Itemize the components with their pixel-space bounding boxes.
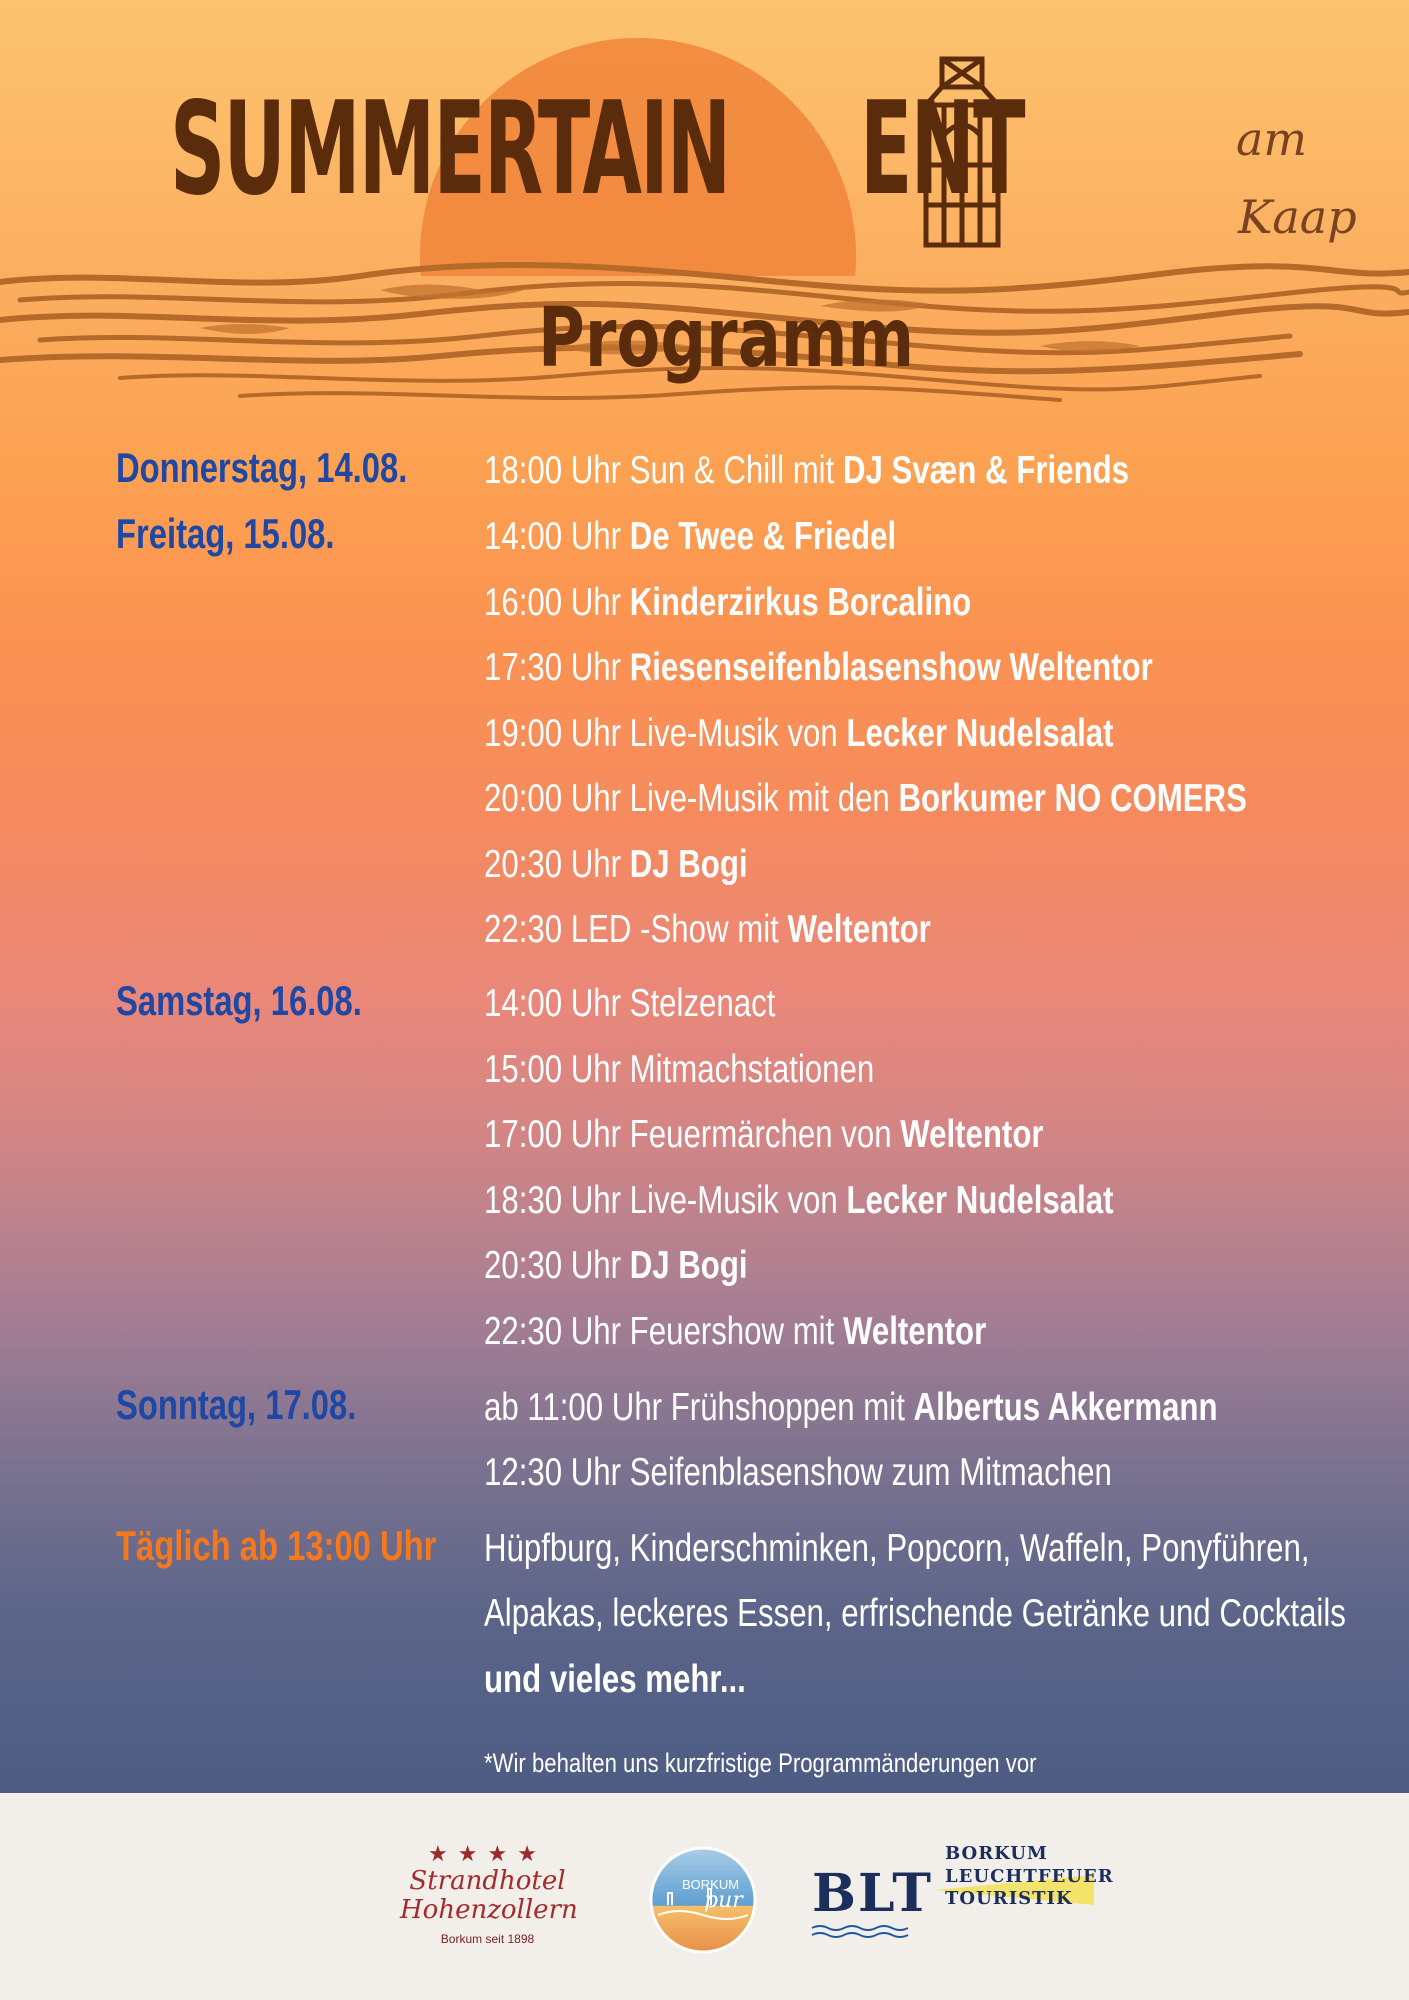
day-thursday: Donnerstag, 14.08.: [116, 444, 408, 491]
hotel-name-line2: Hohenzollern: [400, 1894, 578, 1925]
hotel-tagline: Borkum seit 1898: [440, 1932, 535, 1947]
borkum-pur-logo: [648, 1845, 758, 1955]
event-item: 18:00 Uhr Sun & Chill mit DJ Svæn & Friends: [484, 449, 1130, 492]
hotel-name-line1: Strandhotel: [409, 1866, 566, 1896]
event-item: und vieles mehr...: [484, 1658, 746, 1701]
event-item: 14:00 Uhr Stelzenact: [484, 982, 776, 1025]
event-item: 17:00 Uhr Feuermärchen von Weltentor: [484, 1113, 1044, 1156]
waves-icon: [812, 1924, 908, 1938]
blt-text: [945, 1843, 1114, 1911]
blt-line2: LEUCHTFEUER: [945, 1865, 1114, 1887]
event-item: 22:30 LED -Show mit Weltentor: [484, 908, 931, 951]
event-item: 14:00 Uhr De Twee & Friedel: [484, 515, 897, 558]
blt-line3: TOURISTIK: [945, 1888, 1073, 1909]
borkum-pur-word1: BORKUM: [682, 1877, 740, 1892]
title-suffix: [860, 75, 1024, 224]
day-sunday: Sonntag, 17.08.: [116, 1381, 357, 1428]
disclaimer-note: *Wir behalten uns kurzfristige Programmänderungen vor: [484, 1748, 1037, 1778]
event-item: 12:30 Uhr Seifenblasenshow zum Mitmachen: [484, 1451, 1112, 1494]
event-item: Alpakas, leckeres Essen, erfrischende Getränke und Cocktails: [484, 1592, 1346, 1635]
title: [170, 75, 730, 224]
event-item: 15:00 Uhr Mitmachstationen: [484, 1048, 875, 1091]
event-item: 20:00 Uhr Live-Musik mit den Borkumer NO COMERS: [484, 777, 1247, 820]
subtitle: Programm: [538, 291, 915, 386]
blt-line1: BORKUM: [945, 1843, 1048, 1864]
event-item: 22:30 Uhr Feuershow mit Weltentor: [484, 1310, 987, 1353]
title-letter-m: M: [912, 42, 926, 59]
event-item: 18:30 Uhr Live-Musik von Lecker Nudelsalat: [484, 1179, 1114, 1222]
title-kaap: Kaap: [1238, 190, 1357, 244]
day-friday: Freitag, 15.08.: [116, 510, 335, 557]
footer: [0, 1793, 1409, 2000]
event-item: Hüpfburg, Kinderschminken, Popcorn, Waffeln, Ponyführen,: [484, 1527, 1310, 1570]
star-rating-icon: ★★★★: [428, 1841, 547, 1866]
day-saturday: Samstag, 16.08.: [116, 977, 362, 1024]
event-item: 17:30 Uhr Riesenseifenblasenshow Weltentor: [484, 646, 1153, 689]
event-item: ab 11:00 Uhr Frühshoppen mit Albertus Akkermann: [484, 1386, 1218, 1429]
borkum-pur-word2: pur: [704, 1888, 743, 1913]
title-part2: ENT: [860, 75, 1024, 224]
event-item: 20:30 Uhr DJ Bogi: [484, 1244, 748, 1287]
title-part1: SUMMERTAIN: [170, 75, 730, 224]
title-am: am: [1236, 112, 1308, 166]
event-item: 16:00 Uhr Kinderzirkus Borcalino: [484, 581, 972, 624]
event-item: 20:30 Uhr DJ Bogi: [484, 843, 748, 886]
event-item: 19:00 Uhr Live-Musik von Lecker Nudelsalat: [484, 712, 1114, 755]
blt-letters: BLT: [812, 1863, 933, 1924]
blt-logo: [812, 1863, 933, 1943]
header: [0, 0, 1409, 420]
hotel-logo: [400, 1841, 578, 1947]
day-daily: Täglich ab 13:00 Uhr: [116, 1522, 437, 1569]
